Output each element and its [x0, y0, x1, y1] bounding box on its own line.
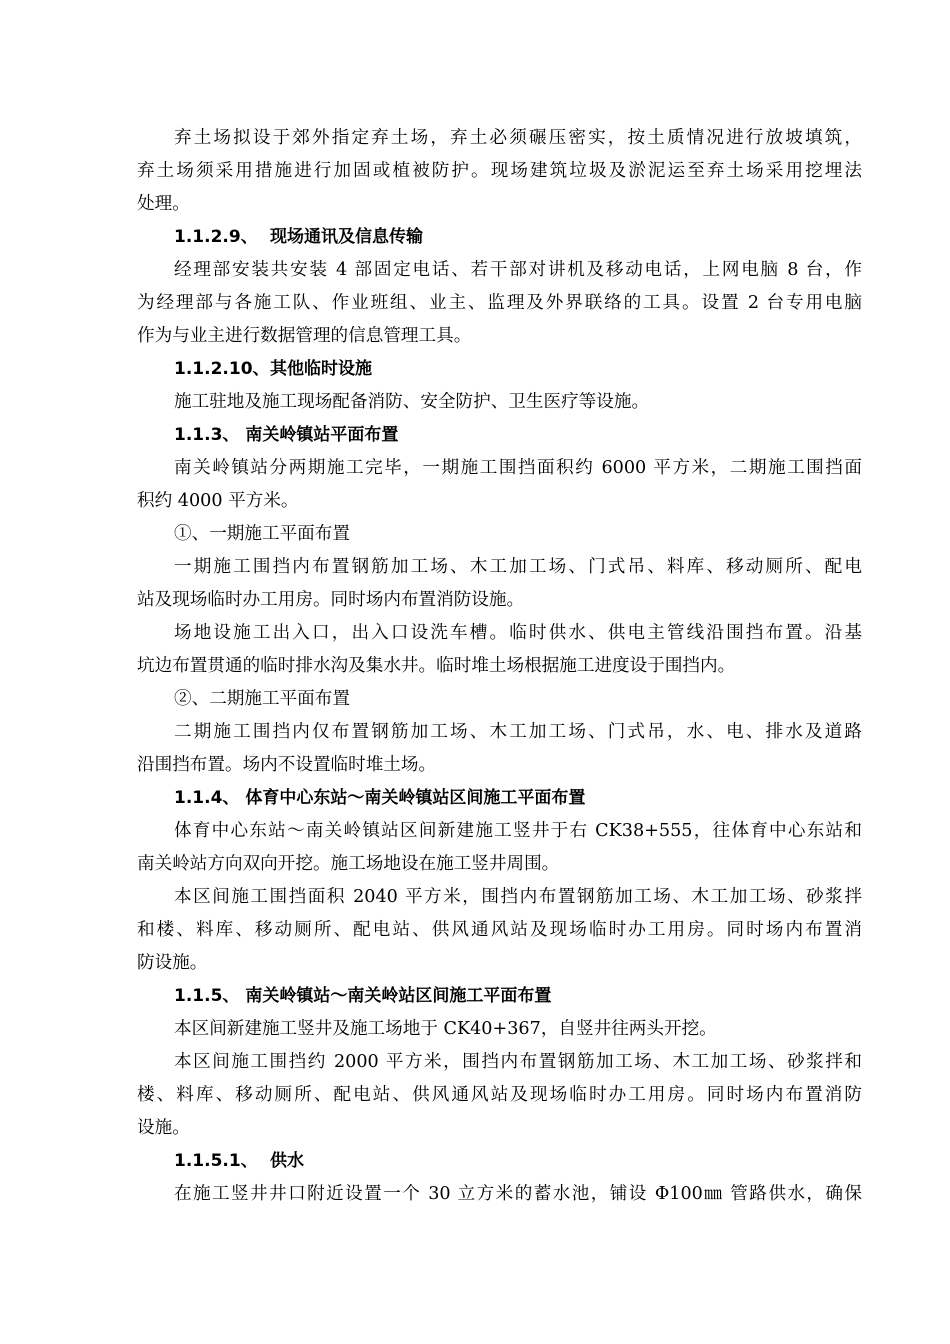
paragraph-line: 沿围挡布置。场内不设置临时堆土场。 [137, 755, 437, 775]
section-heading [174, 221, 950, 254]
paragraph-line: 本区间新建施工竖井及施工场地于 CK40+367，自竖井往两头开挖。 [174, 1019, 717, 1039]
section-number: 1.1.5、 [174, 986, 240, 1006]
section-number: 1.1.5.1、 [174, 1151, 258, 1171]
paragraph-line: 本区间施工围挡面积 2040 平方米，围挡内布置钢筋加工场、木工加工场、砂浆拌 [174, 887, 862, 907]
paragraph-line: 作为与业主进行数据管理的信息管理工具。 [137, 326, 472, 346]
paragraph-line: 处理。 [137, 194, 190, 214]
paragraph-line: 为经理部与各施工队、作业班组、业主、监理及外界联络的工具。设置 2 台专用电脑 [137, 293, 862, 313]
paragraph-line: 和楼、料库、移动厕所、配电站、供风通风站及现场临时办工用房。同时场内布置消 [137, 920, 862, 940]
paragraph-line: 坑边布置贯通的临时排水沟及集水井。临时堆土场根据施工进度设于围挡内。 [137, 656, 736, 676]
paragraph-line: 南关岭镇站分两期施工完毕，一期施工围挡面积约 6000 平方米，二期施工围挡面 [174, 458, 862, 478]
section-title: 南关岭镇站平面布置 [245, 425, 399, 445]
paragraph-line: 设施。 [137, 1118, 190, 1138]
paragraph-line: 施工驻地及施工现场配备消防、安全防护、卫生医疗等设施。 [174, 392, 650, 412]
paragraph-line: 防设施。 [137, 953, 208, 973]
paragraph-line: 楼、料库、移动厕所、配电站、供风通风站及现场临时办工用房。同时场内布置消防 [137, 1085, 862, 1105]
section-number: 1.1.2.10、 [174, 359, 270, 379]
paragraph-line: 弃土场拟设于郊外指定弃土场，弃土必须碾压密实，按土质情况进行放坡填筑， [174, 128, 862, 148]
paragraph-line: ②、二期施工平面布置 [174, 689, 350, 709]
section-title: 现场通讯及信息传输 [270, 227, 423, 247]
section-number: 1.1.3、 [174, 425, 240, 445]
paragraph-line: 积约 4000 平方米。 [137, 491, 299, 511]
paragraph-line: 在施工竖井井口附近设置一个 30 立方米的蓄水池，铺设 Φ100㎜ 管路供水，确保 [174, 1184, 862, 1204]
section-heading [174, 353, 950, 386]
paragraph-line: ①、一期施工平面布置 [174, 524, 350, 544]
paragraph-line: 场地设施工出入口，出入口设洗车槽。临时供水、供电主管线沿围挡布置。沿基 [174, 623, 862, 643]
section-heading [174, 782, 950, 815]
section-title: 体育中心东站～南关岭镇站区间施工平面布置 [245, 788, 586, 808]
paragraph-line: 弃土场须采用措施进行加固或植被防护。现场建筑垃圾及淤泥运至弃土场采用挖埋法 [137, 161, 862, 181]
paragraph-line: 二期施工围挡内仅布置钢筋加工场、木工加工场、门式吊，水、电、排水及道路 [174, 722, 862, 742]
paragraph-line: 站及现场临时办工用房。同时场内布置消防设施。 [137, 590, 525, 610]
paragraph-line: 南关岭站方向双向开挖。施工场地设在施工竖井周围。 [137, 854, 560, 874]
paragraph-line: 本区间施工围挡约 2000 平方米，围挡内布置钢筋加工场、木工加工场、砂浆拌和 [174, 1052, 862, 1072]
section-title: 供水 [270, 1151, 304, 1171]
section-heading [174, 980, 950, 1013]
section-heading [174, 419, 950, 452]
section-heading [174, 1145, 950, 1178]
section-number: 1.1.2.9、 [174, 227, 258, 247]
section-title: 南关岭镇站～南关岭站区间施工平面布置 [245, 986, 552, 1006]
section-number: 1.1.4、 [174, 788, 240, 808]
section-title: 其他临时设施 [270, 359, 372, 379]
paragraph-line: 经理部安装共安装 4 部固定电话、若干部对讲机及移动电话，上网电脑 8 台，作 [174, 260, 862, 280]
paragraph-line: 体育中心东站～南关岭镇站区间新建施工竖井于右 CK38+555，往体育中心东站和 [174, 821, 862, 841]
paragraph-line: 一期施工围挡内布置钢筋加工场、木工加工场、门式吊、料库、移动厕所、配电 [174, 557, 862, 577]
